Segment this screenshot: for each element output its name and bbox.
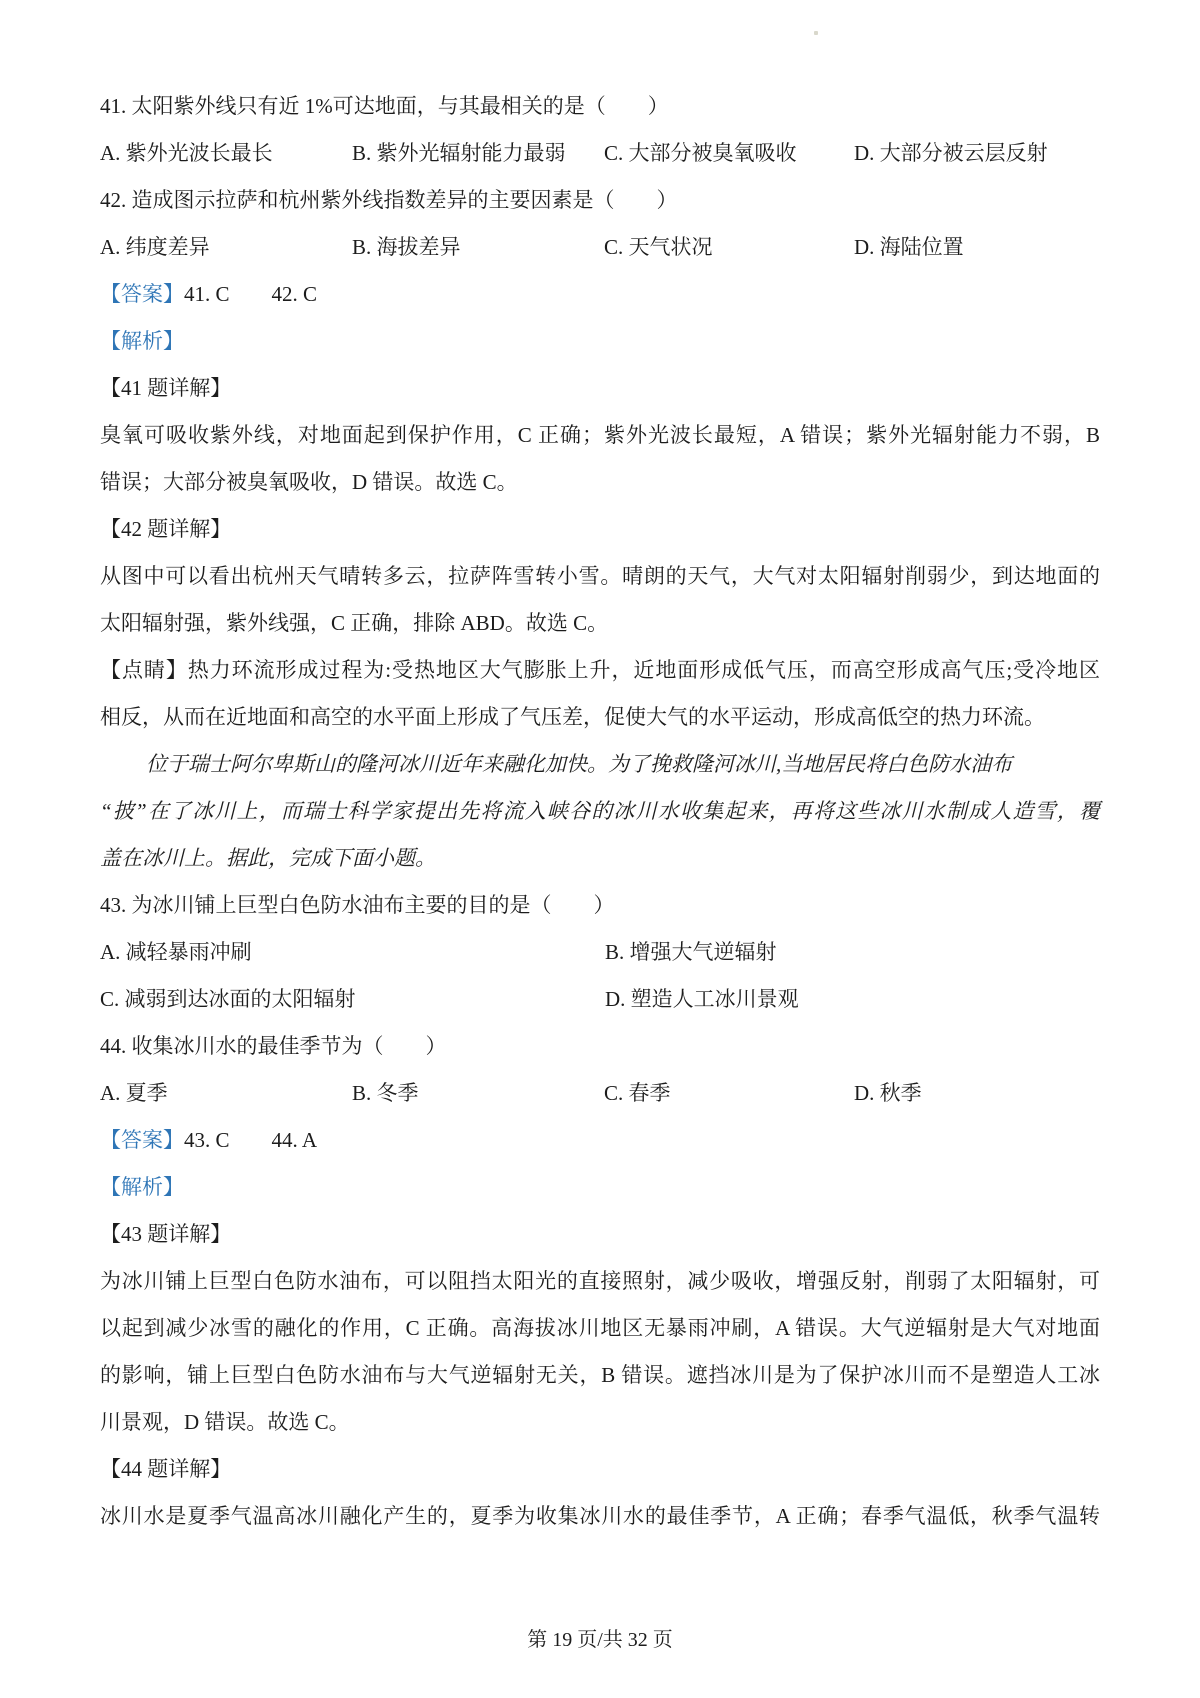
answer-line-43-44 [100,1117,1100,1164]
answer-line-41-42 [100,271,1100,318]
option-43-c: C. 减弱到达冰面的太阳辐射 [100,987,356,1011]
question-41-options [100,130,1100,177]
passage-line-1: 位于瑞士阿尔卑斯山的隆河冰川近年来融化加快。为了挽救隆河冰川,当地居民将白色防水油布 [146,752,1013,776]
analysis-line-1 [100,318,1100,365]
option-42-a: A. 纬度差异 [100,235,210,259]
detail-43-line-2: 以起到减少冰雪的融化的作用，C 正确。高海拔冰川地区无暴雨冲刷，A 错误。大气逆辐射是大气对地面 [100,1316,1100,1340]
answer-41-value: 41. C [184,282,230,306]
option-43-d: D. 塑造人工冰川景观 [605,987,799,1011]
option-43-a: A. 减轻暴雨冲刷 [100,940,252,964]
question-44-options [100,1070,1100,1117]
detail-42-line-2: 太阳辐射强，紫外线强，C 正确，排除 ABD。故选 C。 [100,611,609,635]
analysis-line-2 [100,1164,1100,1211]
option-44-d: D. 秋季 [854,1081,922,1105]
page-number-footer: 第 19 页/共 32 页 [527,1629,673,1651]
detail-43-line-1: 为冰川铺上巨型白色防水油布，可以阻挡太阳光的直接照射，减少吸收，增强反射，削弱了太阳辐射，可 [100,1269,1100,1293]
detail-43-head: 【43 题详解】 [100,1222,232,1246]
option-41-a: A. 紫外光波长最长 [100,141,273,165]
detail-42-line-1: 从图中可以看出杭州天气晴转多云，拉萨阵雪转小雪。晴朗的天气，大气对太阳辐射削弱少，到达地面的 [100,564,1100,588]
question-42-options [100,224,1100,271]
question-42-stem: 42. 造成图示拉萨和杭州紫外线指数差异的主要因素是（ ） [100,188,678,212]
option-44-c: C. 春季 [604,1081,671,1105]
option-42-d: D. 海陆位置 [854,235,964,259]
tip-line-1: 【点睛】热力环流形成过程为:受热地区大气膨胀上升，近地面形成低气压，而高空形成高气压;受冷地区 [100,658,1100,682]
question-43-options-row-2 [100,976,1100,1023]
question-43-stem: 43. 为冰川铺上巨型白色防水油布主要的目的是（ ） [100,893,615,917]
question-43-options-row-1 [100,929,1100,976]
answer-44-value: 44. A [271,1128,318,1152]
detail-44-head: 【44 题详解】 [100,1457,232,1481]
option-42-b: B. 海拔差异 [352,235,461,259]
question-41-stem: 41. 太阳紫外线只有近 1%可达地面，与其最相关的是（ ） [100,94,669,118]
option-41-b: B. 紫外光辐射能力最弱 [352,141,566,165]
passage-line-2: “披”在了冰川上，而瑞士科学家提出先将流入峡谷的冰川水收集起来，再将这些冰川水制成人造雪，覆 [100,799,1100,823]
detail-43-line-4: 川景观，D 错误。故选 C。 [100,1410,350,1434]
detail-41-head: 【41 题详解】 [100,376,232,400]
analysis-label-2: 【解析】 [100,1175,184,1199]
tip-line-2: 相反，从而在近地面和高空的水平面上形成了气压差，促使大气的水平运动，形成高低空的热力环流。 [100,705,1045,729]
analysis-label: 【解析】 [100,329,184,353]
scan-artifact-dot [814,31,818,35]
detail-42-head: 【42 题详解】 [100,517,232,541]
detail-41-line-1: 臭氧可吸收紫外线，对地面起到保护作用，C 正确；紫外光波长最短，A 错误；紫外光辐射能力不弱，B [100,423,1100,447]
option-41-d: D. 大部分被云层反射 [854,141,1048,165]
option-41-c: C. 大部分被臭氧吸收 [604,141,797,165]
detail-41-line-2: 错误；大部分被臭氧吸收，D 错误。故选 C。 [100,470,518,494]
option-44-b: B. 冬季 [352,1081,419,1105]
option-42-c: C. 天气状况 [604,235,713,259]
detail-43-line-3: 的影响，铺上巨型白色防水油布与大气逆辐射无关，B 错误。遮挡冰川是为了保护冰川而不是塑造人工冰 [100,1363,1100,1387]
answer-43-value: 43. C [184,1128,230,1152]
answer-label-2: 【答案】 [100,1128,184,1152]
answer-label: 【答案】 [100,282,184,306]
answer-42-value: 42. C [271,282,318,306]
option-44-a: A. 夏季 [100,1081,168,1105]
document-content [100,83,1100,1540]
option-43-b: B. 增强大气逆辐射 [605,940,777,964]
question-44-stem: 44. 收集冰川水的最佳季节为（ ） [100,1034,447,1058]
passage-line-3: 盖在冰川上。据此，完成下面小题。 [100,846,436,870]
detail-44-line-1: 冰川水是夏季气温高冰川融化产生的，夏季为收集冰川水的最佳季节，A 正确；春季气温低，秋季气温转 [100,1504,1100,1528]
